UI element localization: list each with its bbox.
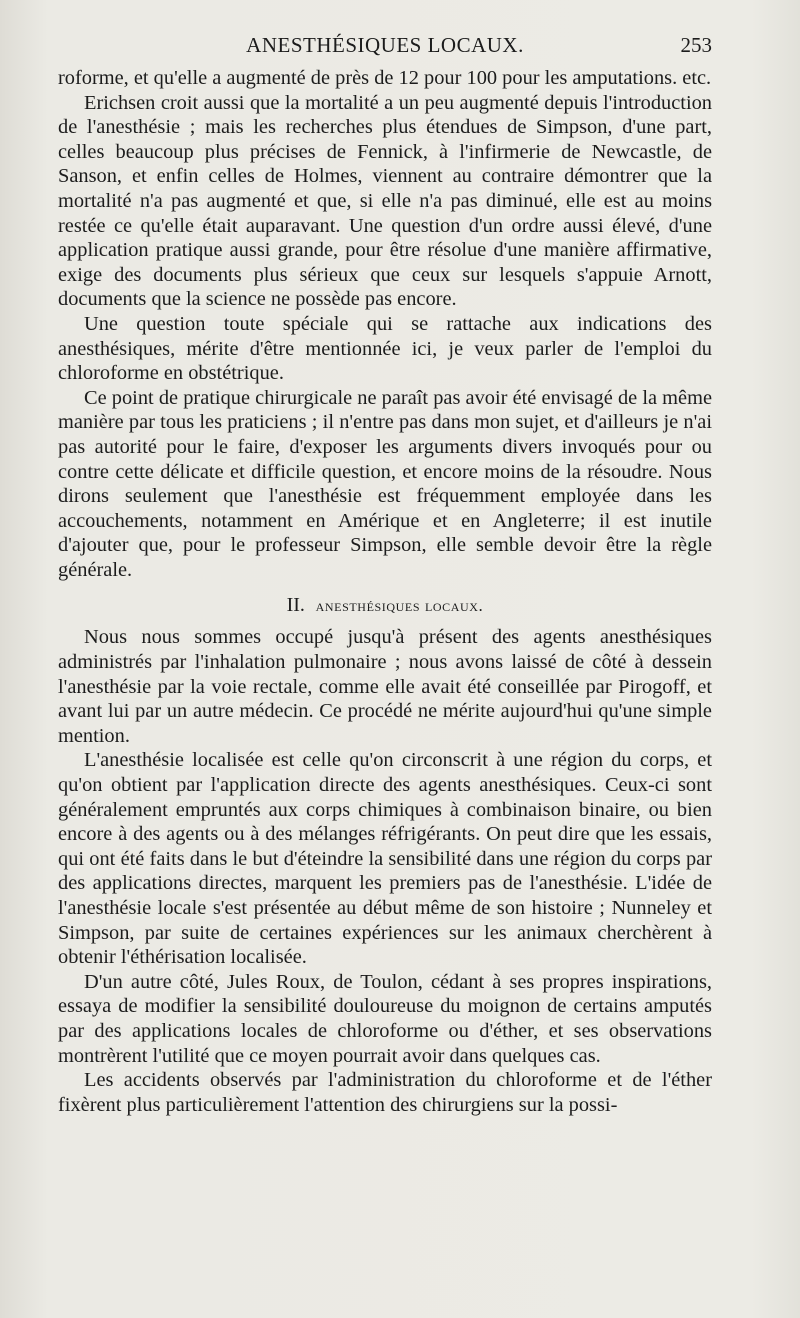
section-title: anesthésiques locaux. — [315, 596, 484, 616]
paragraph: D'un autre côté, Jules Roux, de Toulon, cédant à ses propres inspirations, essaya de modifier la sensibilité douloureuse du moignon de certains amputés par des applications locales de chloroforme ou d'éther, et ses observations montrèrent l'utilité que ce moyen pourrait avoir dans quelques cas. — [58, 970, 712, 1067]
paragraph: Nous nous sommes occupé jusqu'à présent des agents anesthésiques administrés par l'inhalation pulmonaire ; nous avons laissé de côté à dessein l'anesthésie par la voie rectale, comme elle avait été conseillée par Pirogoff, et avant lui par un autre médecin. Ce procédé ne mérite aujourd'hui qu'une simple mention. — [58, 626, 712, 747]
section-heading — [58, 593, 712, 618]
paragraph: L'anesthésie localisée est celle qu'on circonscrit à une région du corps, et qu'on obtient par l'application directe des agents anesthésiques. Ceux-ci sont généralement empruntés aux corps chimiques à combinaison binaire, ou bien encore à des agents ou à des mélanges réfrigérants. On peut dire que les essais, qui ont été faits dans le but d'éteindre la sensibilité dans une région du corps par des applications directes, marquent les premiers pas de l'anesthésie. L'idée de l'anesthésie locale s'est présentée au début même de son histoire ; Nunneley et Simpson, par suite de certaines expériences sur les animaux cherchèrent à obtenir l'éthérisation localisée. — [58, 749, 712, 969]
running-title: ANESTHÉSIQUES LOCAUX. — [246, 33, 524, 57]
page-header — [58, 33, 712, 63]
paragraph: roforme, et qu'elle a augmenté de près de 12 pour 100 pour les amputations. etc. — [58, 67, 712, 89]
page-number: 253 — [680, 33, 712, 57]
paragraph: Une question toute spéciale qui se rattache aux indications des anesthésiques, mérite d'être mentionnée ici, je veux parler de l'emploi du chloroforme en obstétrique. — [58, 312, 712, 385]
paragraph: Les accidents observés par l'administration du chloroforme et de l'éther fixèrent plus particulièrement l'attention des chirurgiens sur la possi- — [58, 1069, 712, 1116]
paragraph: Erichsen croit aussi que la mortalité a un peu augmenté depuis l'introduction de l'anesthésie ; mais les recherches plus étendues de Simpson, d'une part, celles beaucoup plus précises de Fennick, à l'infirmerie de Newcastle, de Sanson, et enfin celles de Holmes, viennent au contraire démontrer que la mortalité n'a pas augmenté et que, si elle n'a pas diminué, elle est au moins restée ce qu'elle était auparavant. Une question d'un ordre aussi élevé, d'une application pratique aussi grande, pour être résolue d'une manière affirmative, exige des documents plus sérieux que ceux sur lesquels s'appuie Arnott, documents que la science ne possède pas encore. — [58, 91, 712, 311]
section-number: II. — [286, 594, 305, 617]
paragraph: Ce point de pratique chirurgicale ne paraît pas avoir été envisagé de la même manière par tous les praticiens ; il n'entre pas dans mon sujet, et d'ailleurs je n'ai pas autorité pour le faire, d'exposer les arguments divers invoqués pour ou contre cette délicate et difficile question, et encore moins de la résoudre. Nous dirons seulement que l'anesthésie est fréquemment employée dans les accouchements, notamment en Amérique et en Angleterre; il est inutile d'ajouter que, pour le professeur Simpson, elle semble devoir être la règle générale. — [58, 386, 712, 581]
body-text — [58, 66, 712, 1117]
